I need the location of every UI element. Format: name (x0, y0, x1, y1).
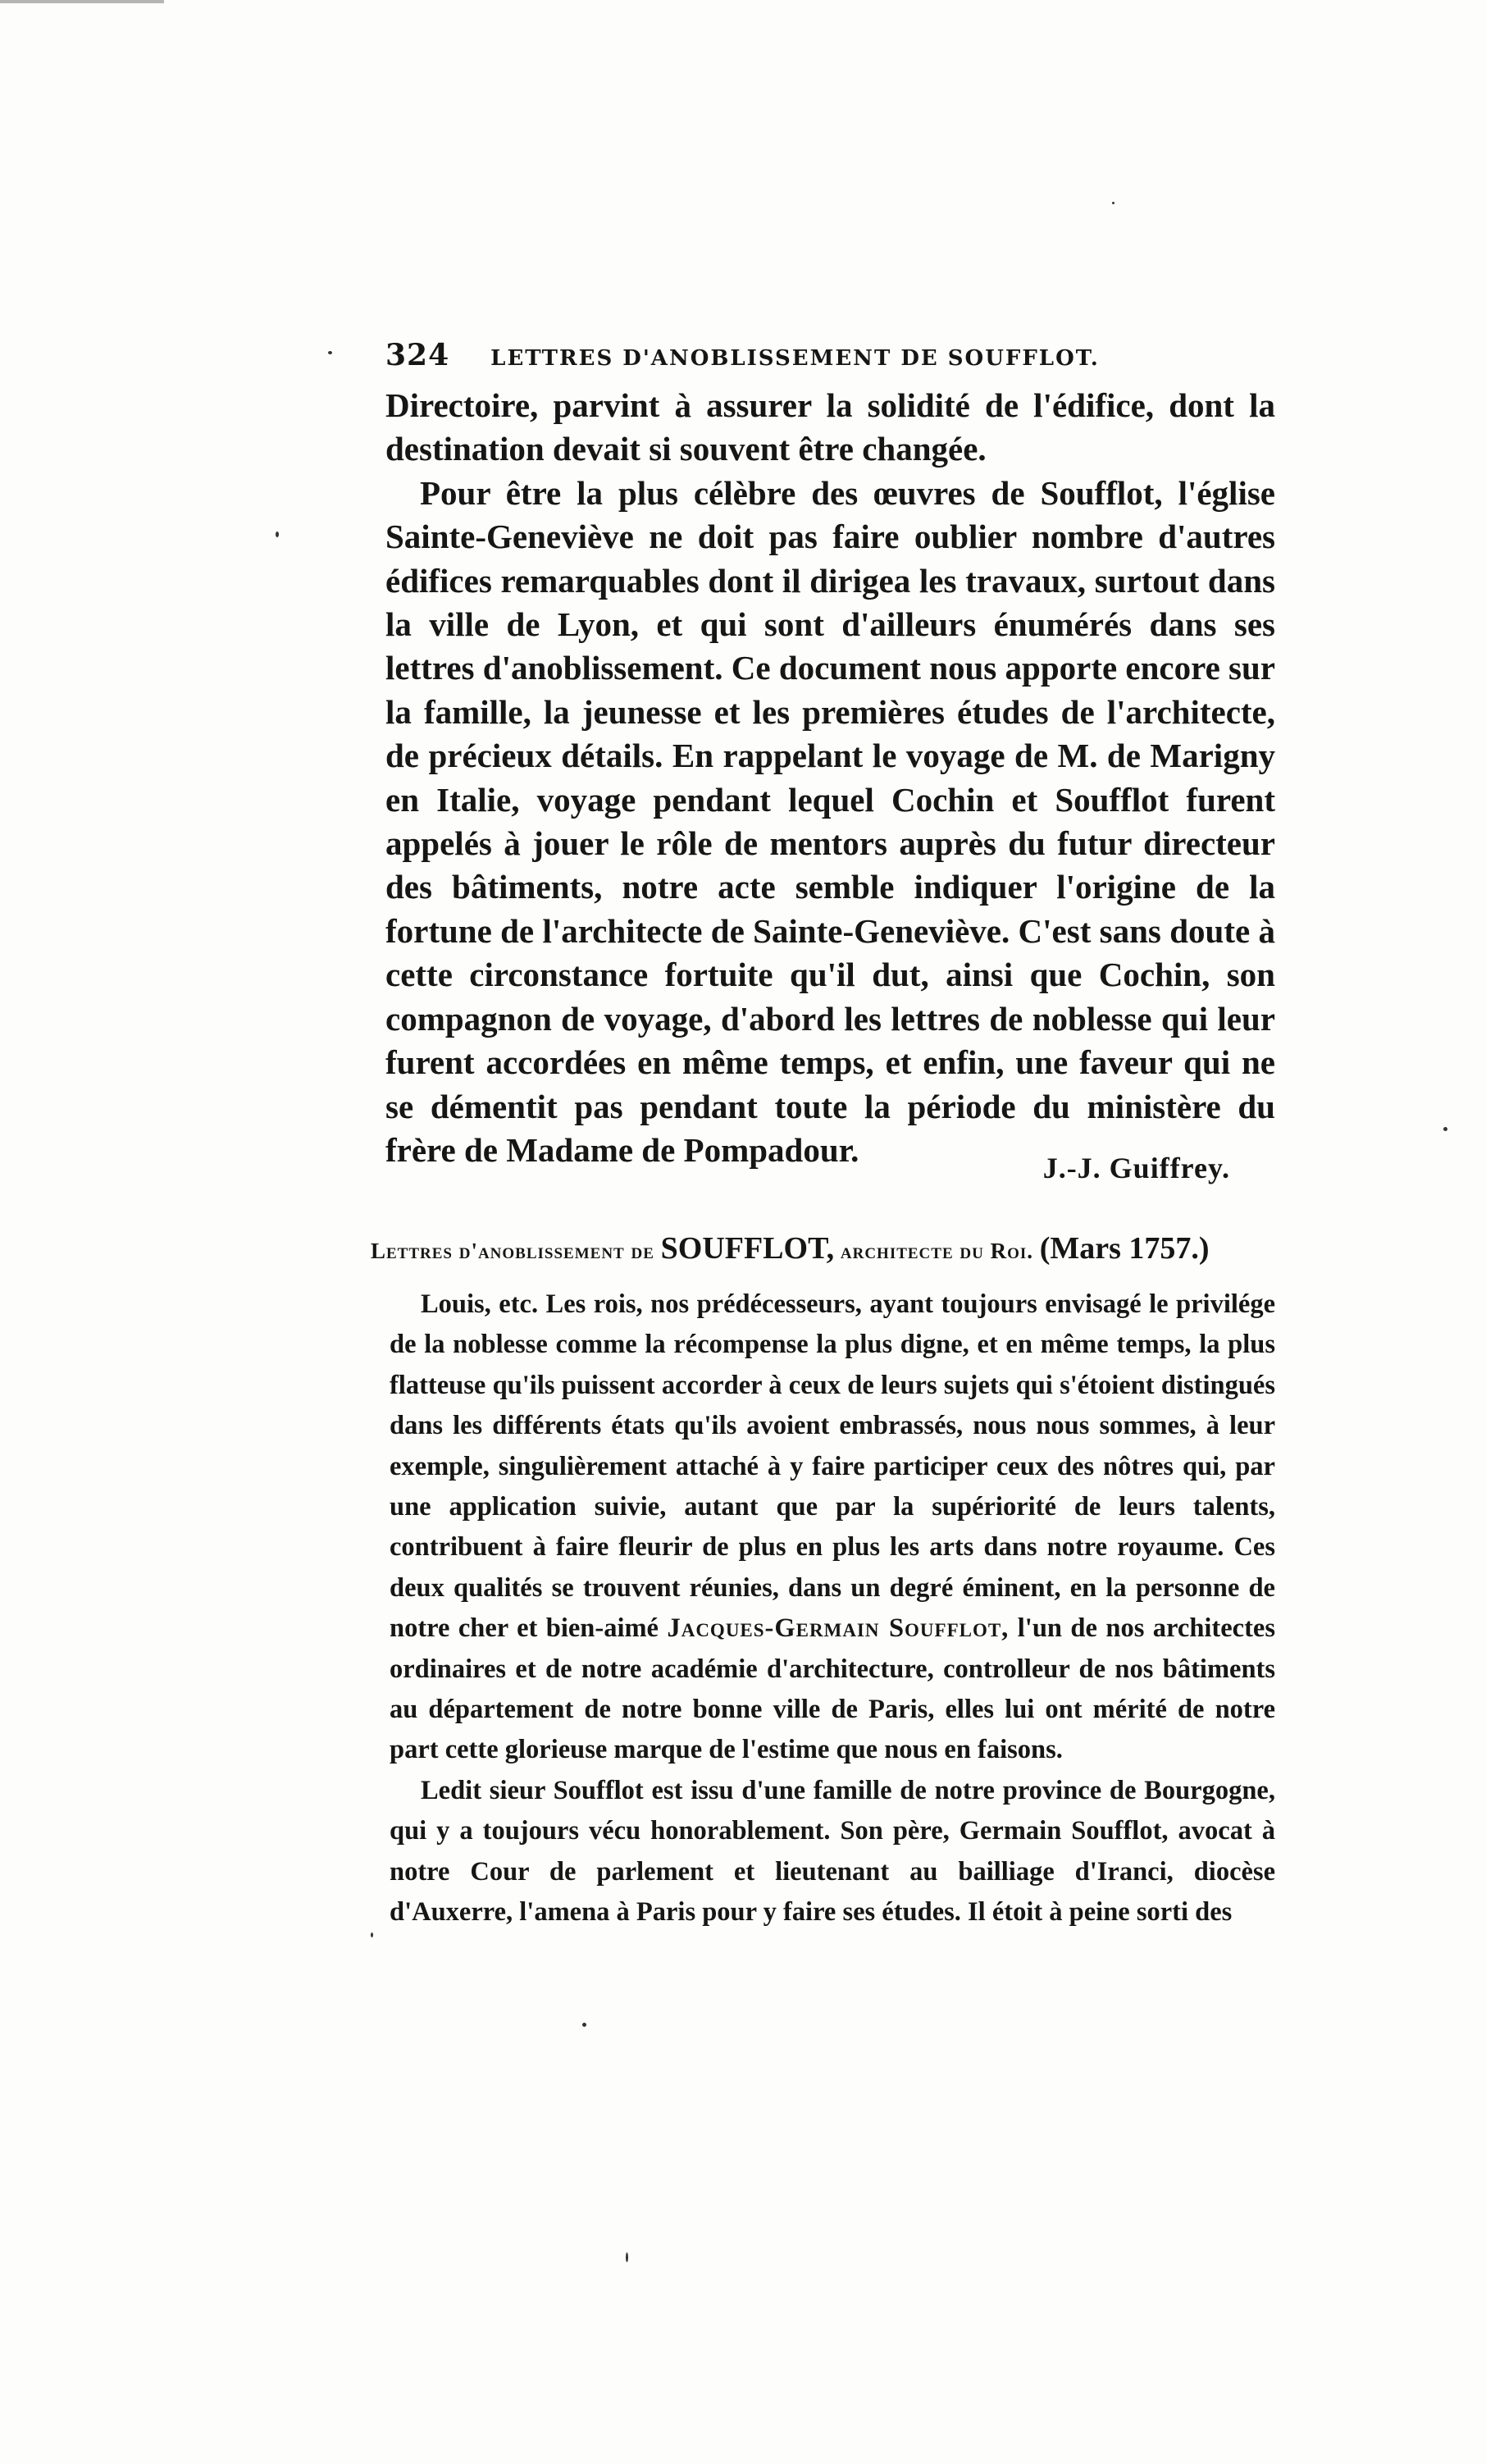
scan-speck (276, 532, 279, 537)
essay-paragraph-1: Directoire, parvint à assurer la solidité de l'édifice, dont la destination devait si souvent être changée. (385, 386, 1275, 468)
scan-speck (1112, 202, 1114, 204)
scan-speck (582, 2023, 586, 2027)
author-signature: J.-J. Guiffrey. (1042, 1152, 1230, 1184)
scan-speck (328, 351, 332, 354)
letter-paragraph-2: Ledit sieur Soufflot est issu d'une famille de notre province de Bourgogne, qui y a toujours vécu honorablement. Son père, Germain Soufflot, avocat à notre Cour de parlement et lieutenant au bailliage d'Iranci, diocèse d'Auxerre, l'amena à Paris pour y faire ses études. Il étoit à peine sorti des (390, 1775, 1275, 1928)
scan-speck (371, 1932, 373, 1937)
letter-text (390, 1284, 1275, 1933)
scan-speck (626, 2252, 628, 2262)
scan-speck (1443, 1127, 1447, 1131)
letter-p1-start: Louis, etc. Les rois, nos prédécesseurs, ayant toujours envisagé le privilége de la noblesse comme la récompense la plus digne, et en même temps, la plus flatteuse qu'ils puissent accorder à ceux de leurs sujets qui s'étoient distingués dans les différents états qu'ils avoient embrassés, nous nous sommes, à leur exemple, singulièrement attaché à y faire participer ceux des nôtres qui, par une application suivie, autant que par la supériorité de leurs talents, contribuent à faire fleurir de plus en plus les arts dans notre royaume. Ces deux qualités se trouvent réunies, dans un degré éminent, en la personne de notre cher et bien-aimé (390, 1289, 1275, 1644)
soufflot-name: Jacques-Germain Soufflot, (667, 1613, 1010, 1644)
running-title: LETTRES D'ANOBLISSEMENT DE SOUFFLOT. (490, 346, 1100, 371)
document-title (371, 1230, 1277, 1266)
essay-text (385, 384, 1275, 1172)
letter-paragraph-1 (390, 1284, 1275, 1771)
letter-p1-end: l'un de nos architectes ordinaires et de notre académie d'architecture, controlleur de nos bâtiments au département de notre bonne ville de Paris, elles lui ont mérité de notre part cette glorieuse marque de l'estime que nous en faisons. (390, 1613, 1275, 1765)
scan-edge-mark (0, 0, 164, 3)
title-lead: Lettres d'anoblissement de (371, 1239, 654, 1263)
title-role: architecte du Roi. (840, 1239, 1033, 1263)
title-name: SOUFFLOT, (660, 1231, 835, 1266)
essay-paragraph-2: Pour être la plus célèbre des œuvres de Soufflot, l'église Sainte-Geneviève ne doit pas faire oublier nombre d'autres édifices remarquables dont il dirigea les travaux, surtout dans la ville de Lyon, et qui sont d'ailleurs énumérés dans ses lettres d'anoblissement. Ce document nous apporte encore sur la famille, la jeunesse et les premières études de l'architecte, de précieux détails. En rappelant le voyage de M. de Marigny en Italie, voyage pendant lequel Cochin et Soufflot furent appelés à jouer le rôle de mentors auprès du futur directeur des bâtiments, notre acte semble indiquer l'origine de la fortune de l'architecte de Sainte-Geneviève. C'est sans doute à cette circonstance fortuite qu'il dut, ainsi que Cochin, son compagnon de voyage, d'abord les lettres de noblesse qui leur furent accordées en même temps, et enfin, une faveur qui ne se démentit pas pendant toute la période du ministère du frère de Madame de Pompadour. (385, 473, 1275, 1169)
running-head (385, 338, 1275, 379)
page-number: 324 (385, 338, 450, 372)
title-date: (Mars 1757.) (1039, 1231, 1210, 1266)
